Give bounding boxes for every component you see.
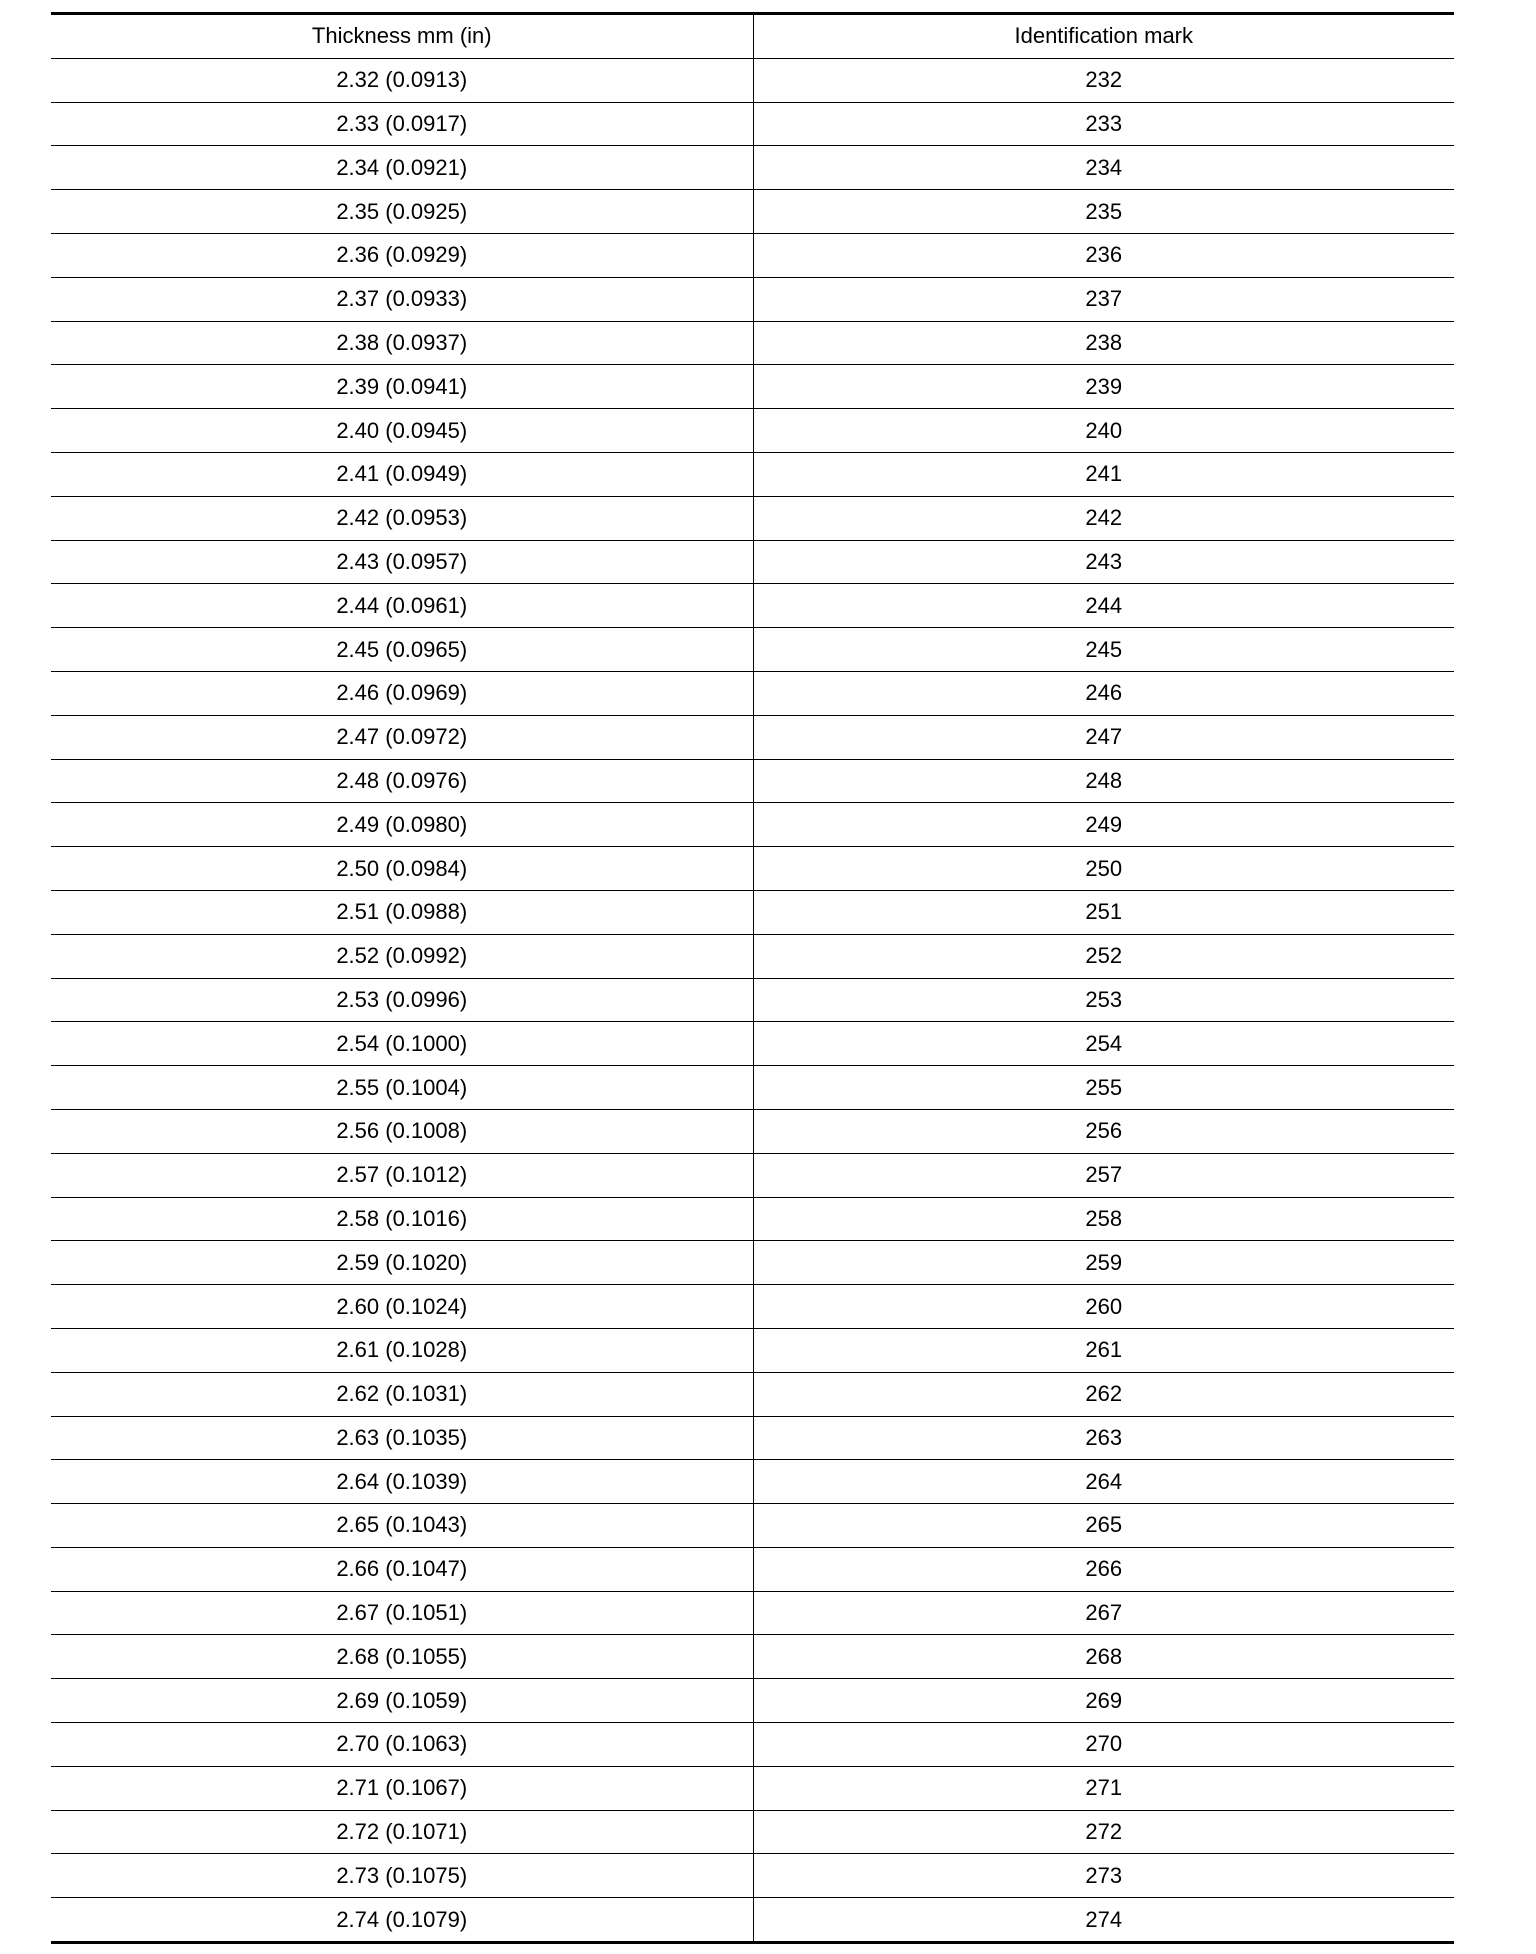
identification-mark-cell: 258 bbox=[753, 1197, 1454, 1241]
table-row bbox=[51, 1153, 1454, 1197]
thickness-cell: 2.34 (0.0921) bbox=[51, 146, 753, 190]
table-row bbox=[51, 803, 1454, 847]
table-row bbox=[51, 1416, 1454, 1460]
table-row bbox=[51, 102, 1454, 146]
identification-mark-cell: 234 bbox=[753, 146, 1454, 190]
table-row bbox=[51, 890, 1454, 934]
table-row bbox=[51, 628, 1454, 672]
table-row bbox=[51, 1723, 1454, 1767]
identification-mark-cell: 262 bbox=[753, 1372, 1454, 1416]
identification-mark-cell: 252 bbox=[753, 934, 1454, 978]
identification-mark-cell: 269 bbox=[753, 1679, 1454, 1723]
identification-mark-cell: 260 bbox=[753, 1285, 1454, 1329]
identification-mark-cell: 254 bbox=[753, 1022, 1454, 1066]
thickness-cell: 2.56 (0.1008) bbox=[51, 1109, 753, 1153]
identification-mark-cell: 243 bbox=[753, 540, 1454, 584]
table-body bbox=[51, 58, 1454, 1942]
table-row bbox=[51, 1460, 1454, 1504]
table-row bbox=[51, 759, 1454, 803]
thickness-cell: 2.57 (0.1012) bbox=[51, 1153, 753, 1197]
thickness-cell: 2.74 (0.1079) bbox=[51, 1898, 753, 1943]
identification-mark-cell: 265 bbox=[753, 1504, 1454, 1548]
thickness-cell: 2.32 (0.0913) bbox=[51, 58, 753, 102]
document-page bbox=[51, 12, 1454, 1944]
identification-mark-cell: 263 bbox=[753, 1416, 1454, 1460]
thickness-cell: 2.70 (0.1063) bbox=[51, 1723, 753, 1767]
table-row bbox=[51, 1591, 1454, 1635]
table-row bbox=[51, 847, 1454, 891]
identification-mark-cell: 268 bbox=[753, 1635, 1454, 1679]
table-row bbox=[51, 365, 1454, 409]
thickness-cell: 2.59 (0.1020) bbox=[51, 1241, 753, 1285]
thickness-cell: 2.48 (0.0976) bbox=[51, 759, 753, 803]
identification-mark-cell: 244 bbox=[753, 584, 1454, 628]
identification-mark-cell: 242 bbox=[753, 496, 1454, 540]
identification-mark-cell: 238 bbox=[753, 321, 1454, 365]
table-row bbox=[51, 1197, 1454, 1241]
thickness-cell: 2.51 (0.0988) bbox=[51, 890, 753, 934]
table-header bbox=[51, 14, 1454, 59]
table-row bbox=[51, 1109, 1454, 1153]
identification-mark-cell: 241 bbox=[753, 452, 1454, 496]
table-row bbox=[51, 1372, 1454, 1416]
table-row bbox=[51, 277, 1454, 321]
identification-mark-cell: 273 bbox=[753, 1854, 1454, 1898]
identification-mark-cell: 236 bbox=[753, 233, 1454, 277]
identification-mark-cell: 247 bbox=[753, 715, 1454, 759]
table-row bbox=[51, 1679, 1454, 1723]
thickness-cell: 2.36 (0.0929) bbox=[51, 233, 753, 277]
table-row bbox=[51, 146, 1454, 190]
table-row bbox=[51, 1810, 1454, 1854]
table-row bbox=[51, 978, 1454, 1022]
table-row bbox=[51, 1328, 1454, 1372]
table-row bbox=[51, 1504, 1454, 1548]
thickness-cell: 2.71 (0.1067) bbox=[51, 1766, 753, 1810]
identification-mark-cell: 259 bbox=[753, 1241, 1454, 1285]
table-row bbox=[51, 1766, 1454, 1810]
thickness-cell: 2.43 (0.0957) bbox=[51, 540, 753, 584]
thickness-cell: 2.63 (0.1035) bbox=[51, 1416, 753, 1460]
thickness-cell: 2.49 (0.0980) bbox=[51, 803, 753, 847]
table-row bbox=[51, 1635, 1454, 1679]
identification-mark-cell: 240 bbox=[753, 409, 1454, 453]
thickness-cell: 2.52 (0.0992) bbox=[51, 934, 753, 978]
table-row bbox=[51, 1285, 1454, 1329]
table-row bbox=[51, 1241, 1454, 1285]
identification-mark-cell: 272 bbox=[753, 1810, 1454, 1854]
identification-mark-cell: 250 bbox=[753, 847, 1454, 891]
table-row bbox=[51, 190, 1454, 234]
thickness-cell: 2.45 (0.0965) bbox=[51, 628, 753, 672]
thickness-cell: 2.53 (0.0996) bbox=[51, 978, 753, 1022]
identification-mark-cell: 237 bbox=[753, 277, 1454, 321]
identification-mark-cell: 264 bbox=[753, 1460, 1454, 1504]
table-row bbox=[51, 233, 1454, 277]
thickness-cell: 2.66 (0.1047) bbox=[51, 1547, 753, 1591]
identification-mark-cell: 257 bbox=[753, 1153, 1454, 1197]
table-row bbox=[51, 671, 1454, 715]
identification-mark-cell: 248 bbox=[753, 759, 1454, 803]
table-row bbox=[51, 452, 1454, 496]
table-row bbox=[51, 321, 1454, 365]
header-row bbox=[51, 14, 1454, 59]
identification-mark-cell: 249 bbox=[753, 803, 1454, 847]
thickness-cell: 2.39 (0.0941) bbox=[51, 365, 753, 409]
thickness-cell: 2.47 (0.0972) bbox=[51, 715, 753, 759]
identification-mark-cell: 253 bbox=[753, 978, 1454, 1022]
identification-mark-cell: 274 bbox=[753, 1898, 1454, 1943]
thickness-cell: 2.44 (0.0961) bbox=[51, 584, 753, 628]
header-identification-mark: Identification mark bbox=[753, 14, 1454, 59]
table-row bbox=[51, 1547, 1454, 1591]
identification-mark-cell: 235 bbox=[753, 190, 1454, 234]
identification-mark-cell: 255 bbox=[753, 1066, 1454, 1110]
header-thickness: Thickness mm (in) bbox=[51, 14, 753, 59]
thickness-cell: 2.62 (0.1031) bbox=[51, 1372, 753, 1416]
thickness-cell: 2.42 (0.0953) bbox=[51, 496, 753, 540]
identification-mark-cell: 239 bbox=[753, 365, 1454, 409]
thickness-cell: 2.55 (0.1004) bbox=[51, 1066, 753, 1110]
identification-mark-cell: 251 bbox=[753, 890, 1454, 934]
thickness-cell: 2.58 (0.1016) bbox=[51, 1197, 753, 1241]
table-row bbox=[51, 934, 1454, 978]
thickness-cell: 2.54 (0.1000) bbox=[51, 1022, 753, 1066]
table-row bbox=[51, 540, 1454, 584]
identification-mark-cell: 270 bbox=[753, 1723, 1454, 1767]
identification-mark-cell: 246 bbox=[753, 671, 1454, 715]
identification-mark-cell: 245 bbox=[753, 628, 1454, 672]
thickness-cell: 2.46 (0.0969) bbox=[51, 671, 753, 715]
table-row bbox=[51, 58, 1454, 102]
thickness-cell: 2.50 (0.0984) bbox=[51, 847, 753, 891]
thickness-cell: 2.72 (0.1071) bbox=[51, 1810, 753, 1854]
table-row bbox=[51, 409, 1454, 453]
thickness-cell: 2.65 (0.1043) bbox=[51, 1504, 753, 1548]
thickness-cell: 2.40 (0.0945) bbox=[51, 409, 753, 453]
thickness-cell: 2.37 (0.0933) bbox=[51, 277, 753, 321]
table-row bbox=[51, 584, 1454, 628]
identification-mark-cell: 232 bbox=[753, 58, 1454, 102]
thickness-cell: 2.64 (0.1039) bbox=[51, 1460, 753, 1504]
identification-mark-cell: 256 bbox=[753, 1109, 1454, 1153]
table-row bbox=[51, 1854, 1454, 1898]
table-row bbox=[51, 1898, 1454, 1943]
thickness-cell: 2.33 (0.0917) bbox=[51, 102, 753, 146]
thickness-cell: 2.68 (0.1055) bbox=[51, 1635, 753, 1679]
thickness-cell: 2.38 (0.0937) bbox=[51, 321, 753, 365]
thickness-cell: 2.35 (0.0925) bbox=[51, 190, 753, 234]
thickness-cell: 2.67 (0.1051) bbox=[51, 1591, 753, 1635]
identification-mark-cell: 267 bbox=[753, 1591, 1454, 1635]
identification-mark-cell: 266 bbox=[753, 1547, 1454, 1591]
thickness-cell: 2.41 (0.0949) bbox=[51, 452, 753, 496]
table-row bbox=[51, 1066, 1454, 1110]
table-row bbox=[51, 1022, 1454, 1066]
table-row bbox=[51, 715, 1454, 759]
table-row bbox=[51, 496, 1454, 540]
thickness-cell: 2.61 (0.1028) bbox=[51, 1328, 753, 1372]
thickness-cell: 2.69 (0.1059) bbox=[51, 1679, 753, 1723]
identification-mark-cell: 261 bbox=[753, 1328, 1454, 1372]
thickness-identification-table bbox=[51, 12, 1454, 1944]
thickness-cell: 2.73 (0.1075) bbox=[51, 1854, 753, 1898]
identification-mark-cell: 233 bbox=[753, 102, 1454, 146]
identification-mark-cell: 271 bbox=[753, 1766, 1454, 1810]
thickness-cell: 2.60 (0.1024) bbox=[51, 1285, 753, 1329]
